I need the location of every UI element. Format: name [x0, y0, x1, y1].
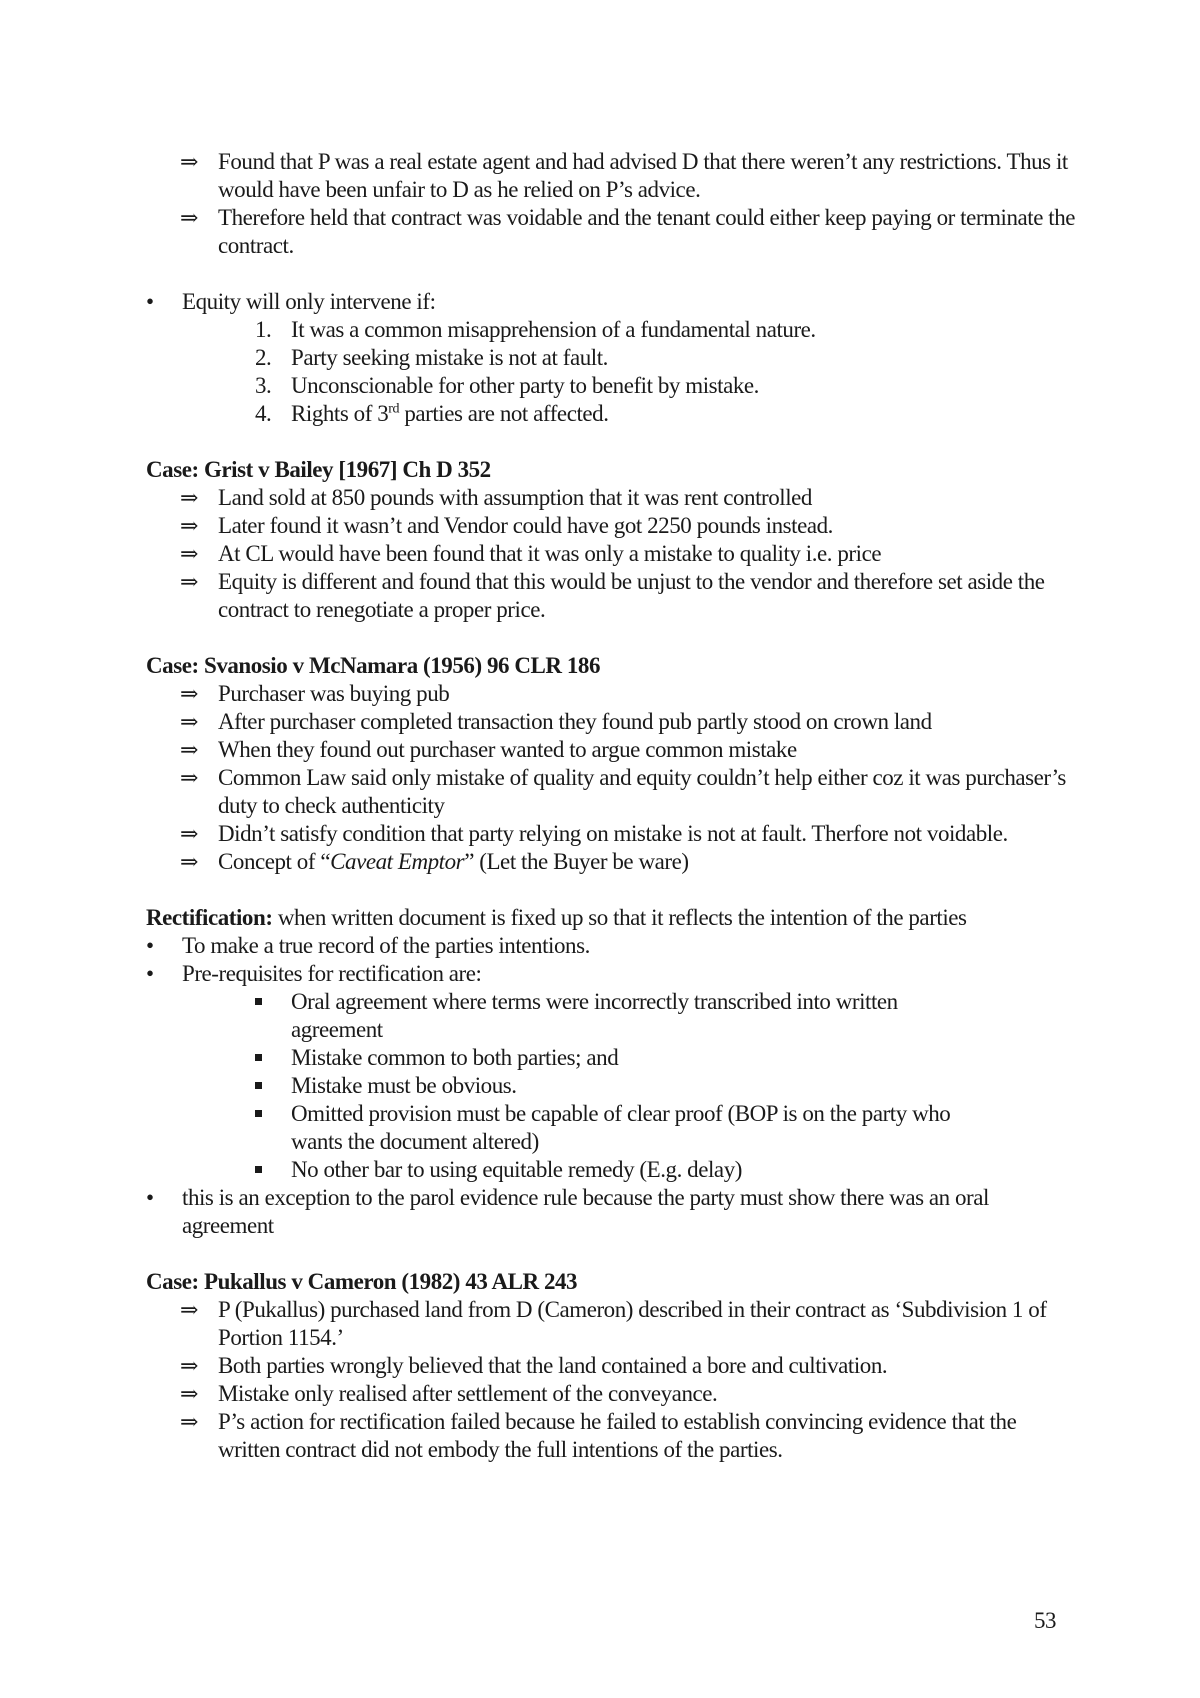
list-item: ⇒ Purchaser was buying pub [180, 681, 450, 706]
list-item: ⇒ After purchaser completed transaction they found pub partly stood on crown land [180, 709, 932, 734]
list-item: ⇒ Land sold at 850 pounds with assumption that it was rent controlled [180, 485, 812, 510]
implies-arrow-icon: ⇒ [180, 1353, 198, 1378]
square-bullet-icon [255, 1054, 262, 1061]
implies-arrow-icon: ⇒ [180, 765, 198, 790]
list-item: ⇒ P (Pukallus) purchased land from D (Cameron) described in their contract as ‘Subdivision 1 of Portion 1154.’ [180, 1297, 1047, 1350]
list-item: ⇒ Concept of “Caveat Emptor” (Let the Buyer be ware) [180, 849, 689, 874]
implies-arrow-icon: ⇒ [180, 821, 198, 846]
list-item: 3. Unconscionable for other party to benefit by mistake. [255, 373, 759, 398]
square-bullet-icon [255, 998, 262, 1005]
list-item: ⇒ Therefore held that contract was voidable and the tenant could either keep paying or terminate the contract. [180, 205, 1075, 258]
implies-arrow-icon: ⇒ [180, 541, 198, 566]
implies-arrow-icon: ⇒ [180, 149, 198, 174]
list-item: 4. Rights of 3rd parties are not affected. [255, 401, 609, 426]
list-item: Omitted provision must be capable of clear proof (BOP is on the party who wants the document altered) [0, 1100, 1200, 1156]
list-item: • Equity will only intervene if: [146, 289, 436, 314]
case-points [0, 484, 1200, 624]
implies-arrow-icon: ⇒ [180, 1381, 198, 1406]
list-item: ⇒ Mistake only realised after settlement of the conveyance. [180, 1381, 718, 1406]
list-item: • Pre-requisites for rectification are: [146, 961, 482, 986]
bullet-icon: • [146, 289, 154, 314]
implies-arrow-icon: ⇒ [180, 849, 198, 874]
bullet-icon: • [146, 1185, 154, 1210]
list-item: ⇒ At CL would have been found that it was only a mistake to quality i.e. price [180, 541, 882, 566]
case-heading: Case: Svanosio v McNamara (1956) 96 CLR 186 [146, 653, 601, 678]
rectification-definition: Rectification: when written document is fixed up so that it reflects the intention of the parties [146, 905, 967, 930]
case-points-continued [0, 148, 1200, 260]
implies-arrow-icon: ⇒ [180, 569, 198, 594]
square-bullet-icon [255, 1166, 262, 1173]
rectification-bullets [0, 932, 1200, 988]
equity-section [0, 288, 1200, 316]
list-item: No other bar to using equitable remedy (E.g. delay) [0, 1156, 1200, 1184]
list-item: Mistake must be obvious. [0, 1072, 1200, 1100]
list-item: ⇒ Both parties wrongly believed that the land contained a bore and cultivation. [180, 1353, 888, 1378]
list-item: ⇒ Common Law said only mistake of quality and equity couldn’t help either coz it was purchaser’s duty to check authenticity [180, 765, 1066, 818]
implies-arrow-icon: ⇒ [180, 1297, 198, 1322]
list-item: ⇒ Later found it wasn’t and Vendor could have got 2250 pounds instead. [180, 513, 833, 538]
list-item: Oral agreement where terms were incorrectly transcribed into written agreement [0, 988, 1200, 1044]
implies-arrow-icon: ⇒ [180, 513, 198, 538]
list-item: ⇒ Found that P was a real estate agent and had advised D that there weren’t any restrictions. Thus it would have been unfair to D as he relied on P’s advice. [180, 149, 1068, 202]
implies-arrow-icon: ⇒ [180, 737, 198, 762]
list-item: ⇒ P’s action for rectification failed because he failed to establish convincing evidence that the written contract did not embody the full intentions of the parties. [180, 1409, 1017, 1462]
square-bullet-icon [255, 1110, 262, 1117]
case-heading: Case: Grist v Bailey [1967] Ch D 352 [146, 457, 491, 482]
bullet-icon: • [146, 933, 154, 958]
page-number: 53 [1034, 1608, 1057, 1633]
case-points [0, 680, 1200, 876]
list-item: 2. Party seeking mistake is not at fault. [255, 345, 608, 370]
rectification-note [0, 1184, 1200, 1240]
list-item: 1. It was a common misapprehension of a fundamental nature. [255, 317, 816, 342]
implies-arrow-icon: ⇒ [180, 709, 198, 734]
implies-arrow-icon: ⇒ [180, 205, 198, 230]
bullet-icon: • [146, 961, 154, 986]
rectification-prerequisites [0, 988, 1200, 1184]
implies-arrow-icon: ⇒ [180, 1409, 198, 1434]
list-item: Mistake common to both parties; and [0, 1044, 1200, 1072]
equity-conditions [0, 316, 1200, 428]
case-heading: Case: Pukallus v Cameron (1982) 43 ALR 243 [146, 1269, 578, 1294]
list-item: ⇒ Didn’t satisfy condition that party relying on mistake is not at fault. Therfore not voidable. [180, 821, 1008, 846]
implies-arrow-icon: ⇒ [180, 485, 198, 510]
list-item: ⇒ Equity is different and found that this would be unjust to the vendor and therefore set aside the contract to renegotiate a proper price. [180, 569, 1045, 622]
list-item: • To make a true record of the parties intentions. [146, 933, 590, 958]
list-item: • this is an exception to the parol evidence rule because the party must show there was an oral agreement [146, 1185, 989, 1238]
list-item: ⇒ When they found out purchaser wanted to argue common mistake [180, 737, 797, 762]
implies-arrow-icon: ⇒ [180, 681, 198, 706]
case-points [0, 1296, 1200, 1464]
square-bullet-icon [255, 1082, 262, 1089]
